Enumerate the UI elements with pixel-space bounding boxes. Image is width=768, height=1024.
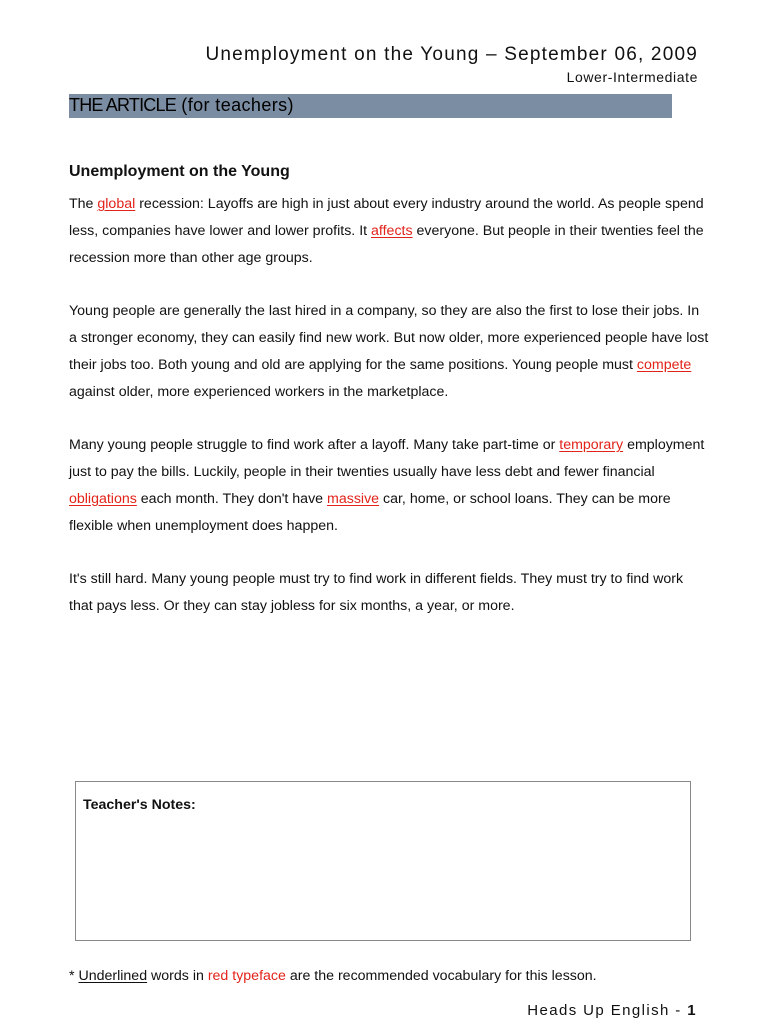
article-paragraph-2 — [69, 298, 709, 405]
vocab-word-affects: affects — [371, 222, 413, 239]
article-paragraph-1 — [69, 191, 709, 271]
footer-brand: Heads Up English - — [527, 1002, 688, 1019]
article-paragraph-4: It's still hard. Many young people must try to find work in different fields. They must try to find work that pays less. Or they can stay jobless for six months, a year, or more. — [69, 571, 684, 614]
footnote-star: * — [69, 968, 79, 984]
vocab-word-global: global — [97, 196, 136, 212]
vocab-word-compete: compete — [636, 356, 692, 373]
section-heading-rest: (for teachers) — [175, 95, 294, 115]
article-paragraph-3 — [69, 432, 709, 539]
vocab-word-obligations: obligations — [69, 490, 137, 507]
text-run: The — [69, 196, 98, 212]
page-footer — [527, 1002, 697, 1019]
text-run: Many young people struggle to find work after a layoff. Many take part-time or — [69, 437, 560, 454]
footnote-red-typeface: red typeface — [207, 968, 286, 984]
vocab-word-massive: massive — [327, 490, 380, 507]
teacher-notes-label: Teacher's Notes: — [83, 797, 196, 813]
text-run: everyone. But people in their twenties feel the recession more than other age groups. — [69, 222, 704, 266]
teacher-notes-box — [75, 781, 691, 941]
text-run: each month. They don't have — [136, 490, 328, 507]
vocab-word-temporary: temporary — [559, 437, 624, 454]
text-run: recession: Layoffs are high in just about every industry around the world. As people spend less, companies have lower and lower profits. It — [69, 196, 704, 239]
document-title: Unemployment on the Young – September 06, 2009 — [205, 44, 698, 65]
text-run: Young people are generally the last hired in a company, so they are also the first to lose their jobs. In a stronger economy, they can easily find new work. But now older, more experienced people have lost their jobs too. Both young and old are applying for the same positions. Young people must — [69, 303, 709, 373]
text-run: car, home, or school loans. They can be more flexible when unemployment does happen. — [69, 490, 671, 534]
vocab-footnote — [69, 968, 597, 984]
article — [69, 159, 709, 647]
text-run: are the recommended vocabulary for this lesson. — [285, 968, 597, 984]
section-heading-caps: THE ARTICLE — [69, 95, 176, 115]
article-title: Unemployment on the Young — [69, 163, 290, 180]
text-run: against older, more experienced workers in the marketplace. — [69, 383, 449, 400]
page-number: 1 — [687, 1002, 697, 1019]
section-heading-bar — [69, 94, 672, 118]
text-run: words in — [147, 968, 208, 984]
section-heading — [69, 95, 294, 116]
footnote-underlined: Underlined — [78, 968, 148, 984]
text-run: employment just to pay the bills. Luckily, people in their twenties usually have less debt and fewer financial — [69, 437, 705, 480]
level-label: Lower-Intermediate — [566, 69, 698, 85]
